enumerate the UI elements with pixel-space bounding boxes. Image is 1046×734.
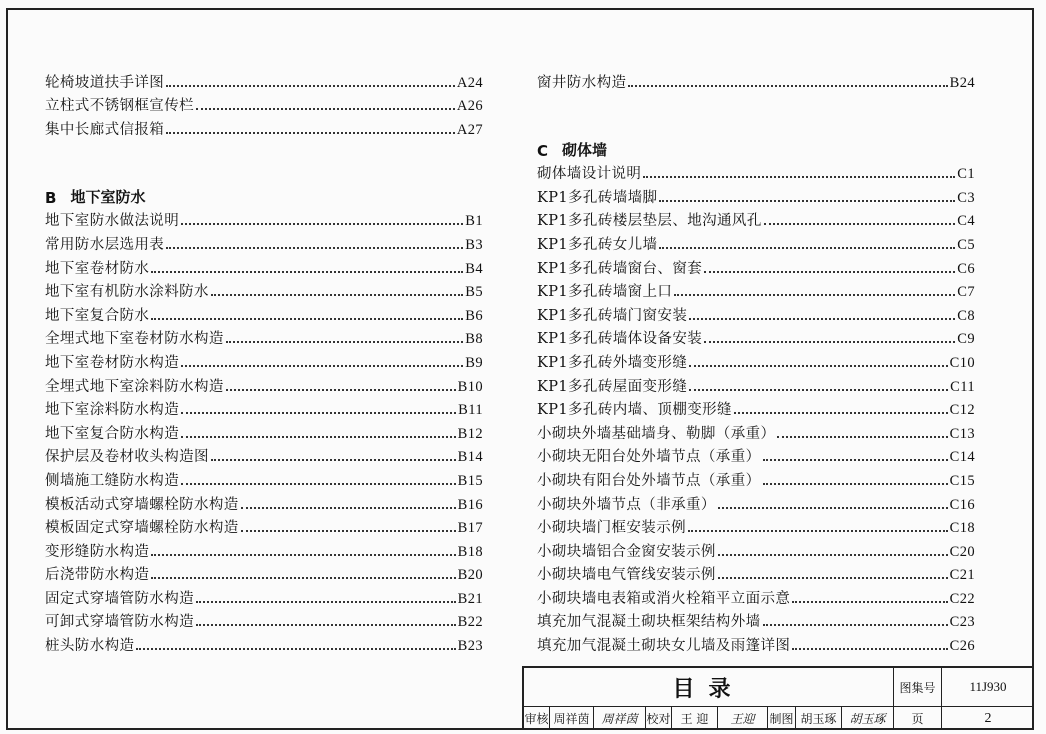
section-heading-c xyxy=(537,136,975,160)
dot-leader xyxy=(763,483,948,485)
toc-entry-page-code: C21 xyxy=(949,567,975,584)
dot-leader xyxy=(151,318,463,320)
dot-leader xyxy=(674,294,955,296)
toc-entry xyxy=(537,396,975,420)
toc-entry-page-code: C7 xyxy=(957,284,975,301)
toc-entry-title: 小砌块墙门框安装示例 xyxy=(537,520,686,537)
toc-entry xyxy=(537,584,975,608)
dot-leader xyxy=(734,412,948,414)
dot-leader xyxy=(764,223,956,225)
toc-entry xyxy=(45,230,483,254)
dot-leader xyxy=(151,271,463,273)
dot-leader xyxy=(718,507,948,509)
toc-entry xyxy=(537,514,975,538)
title-block-title: 目录 xyxy=(524,668,894,706)
dot-leader xyxy=(718,577,948,579)
toc-entry-title: 侧墙施工缝防水构造 xyxy=(45,472,180,489)
toc-entry xyxy=(45,443,483,467)
dot-leader xyxy=(181,365,463,367)
toc-entry xyxy=(537,537,975,561)
toc-entry-page-code: A27 xyxy=(456,121,483,138)
section-title: 地下室防水 xyxy=(70,187,146,206)
toc-entry-page-code: A24 xyxy=(456,74,483,91)
dot-leader xyxy=(226,341,463,343)
toc-entry xyxy=(537,348,975,372)
toc-entry-title: 后浇带防水构造 xyxy=(45,567,150,584)
toc-entry xyxy=(537,443,975,467)
toc-entry-title: 小砌块墙电气管线安装示例 xyxy=(537,567,716,584)
reviewer-name: 周祥茵 xyxy=(550,707,594,730)
dot-leader xyxy=(718,554,948,556)
toc-entry-page-code: C20 xyxy=(949,543,975,560)
toc-entry xyxy=(45,207,483,231)
dot-leader xyxy=(643,176,955,178)
toc-entry-title: 轮椅坡道扶手详图 xyxy=(45,74,165,91)
dot-leader xyxy=(763,624,948,626)
toc-entry xyxy=(45,68,483,92)
toc-entry xyxy=(537,278,975,302)
toc-entry-page-code: C6 xyxy=(957,260,975,277)
toc-entry xyxy=(537,372,975,396)
toc-entry-page-code: B16 xyxy=(457,496,483,513)
toc-entry-page-code: C23 xyxy=(949,614,975,631)
section-letter: C xyxy=(537,141,549,160)
toc-entry-page-code: A26 xyxy=(456,98,483,115)
toc-entry-title: 全埋式地下室卷材防水构造 xyxy=(45,331,224,348)
toc-entry-title: 小砌块墙铝合金窗安装示例 xyxy=(537,543,716,560)
toc-entry xyxy=(45,514,483,538)
toc-entry-page-code: B5 xyxy=(465,284,483,301)
toc-entry-title: 小砌块墙电表箱或消火栓箱平立面示意 xyxy=(537,590,791,607)
toc-entry-title: 填充加气混凝土砌块框架结构外墙 xyxy=(537,614,761,631)
toc-entry-page-code: C3 xyxy=(957,189,975,206)
toc-entry-page-code: B12 xyxy=(457,425,483,442)
toc-entry-page-code: B14 xyxy=(457,449,483,466)
toc-entry xyxy=(537,207,975,231)
toc-entry-page-code: B3 xyxy=(465,236,483,253)
toc-entry-title: 固定式穿墙管防水构造 xyxy=(45,590,194,607)
dot-leader xyxy=(792,648,947,650)
toc-entry-page-code: B18 xyxy=(457,543,483,560)
dot-leader xyxy=(181,436,456,438)
toc-entry-page-code: B17 xyxy=(457,520,483,537)
toc-entry xyxy=(45,372,483,396)
toc-entry-title: 可卸式穿墙管防水构造 xyxy=(45,614,194,631)
toc-entry-title: 桩头防水构造 xyxy=(45,638,135,655)
toc-entry-title: KP1多孔砖内墙、顶棚变形缝 xyxy=(537,402,732,419)
toc-entry xyxy=(45,419,483,443)
toc-entry-page-code: B9 xyxy=(465,354,483,371)
toc-entry-page-code: C14 xyxy=(949,449,975,466)
page-label: 页 xyxy=(894,707,942,730)
toc-entry-page-code: C10 xyxy=(949,354,975,371)
atlas-number-label: 图集号 xyxy=(894,668,942,706)
toc-entry-title: 小砌块外墙节点（非承重） xyxy=(537,496,716,513)
toc-entry-title: KP1多孔砖墙窗台、窗套 xyxy=(537,260,703,277)
section-letter: B xyxy=(45,188,57,207)
dot-leader xyxy=(151,554,455,556)
toc-left-column xyxy=(45,68,483,655)
toc-entry-page-code: C11 xyxy=(950,378,975,395)
toc-entry xyxy=(45,396,483,420)
toc-entry xyxy=(537,631,975,655)
toc-entry xyxy=(45,537,483,561)
check-label: 校对 xyxy=(646,707,672,730)
drafter-signature: 胡玉琢 xyxy=(842,707,894,730)
toc-entry-title: 填充加气混凝土砌块女儿墙及雨篷详图 xyxy=(537,638,791,655)
toc-entry-title: 小砌块无阳台处外墙节点（承重） xyxy=(537,449,761,466)
dot-leader xyxy=(659,200,955,202)
review-label: 审核 xyxy=(524,707,550,730)
toc-entry xyxy=(45,561,483,585)
toc-entry-title: 模板活动式穿墙螺栓防水构造 xyxy=(45,496,239,513)
toc-entry xyxy=(537,68,975,92)
dot-leader xyxy=(211,459,456,461)
reviewer-signature: 周祥茵 xyxy=(594,707,646,730)
title-block xyxy=(522,666,1034,730)
toc-entry xyxy=(45,631,483,655)
dot-leader xyxy=(792,601,947,603)
toc-entry-title: KP1多孔砖墙墙脚 xyxy=(537,189,658,206)
toc-entry-title: 立柱式不锈钢框宣传栏 xyxy=(45,98,194,115)
dot-leader xyxy=(659,247,955,249)
toc-entry-page-code: B10 xyxy=(457,378,483,395)
toc-entry-title: 窗井防水构造 xyxy=(537,74,627,91)
toc-entry xyxy=(45,278,483,302)
toc-entry-page-code: C16 xyxy=(949,496,975,513)
dot-leader xyxy=(211,294,463,296)
draw-label: 制图 xyxy=(768,707,796,730)
toc-entry xyxy=(45,92,483,116)
toc-entry xyxy=(45,348,483,372)
toc-entry xyxy=(537,230,975,254)
toc-entry xyxy=(45,490,483,514)
toc-entry xyxy=(45,301,483,325)
toc-entry-page-code: B11 xyxy=(458,402,483,419)
dot-leader xyxy=(763,459,948,461)
dot-leader xyxy=(704,271,955,273)
toc-entry xyxy=(537,466,975,490)
toc-entry-page-code: B15 xyxy=(457,472,483,489)
drafter-name: 胡玉琢 xyxy=(796,707,842,730)
toc-entry xyxy=(45,254,483,278)
toc-entry xyxy=(45,115,483,139)
toc-entry xyxy=(537,254,975,278)
toc-entry xyxy=(45,584,483,608)
toc-entry-page-code: C1 xyxy=(957,166,975,183)
toc-entry-title: KP1多孔砖屋面变形缝 xyxy=(537,378,688,395)
atlas-number: 11J930 xyxy=(969,679,1007,694)
toc-entry-page-code: C12 xyxy=(949,402,975,419)
dot-leader xyxy=(226,389,456,391)
checker-signature: 王迎 xyxy=(718,707,768,730)
dot-leader xyxy=(181,483,456,485)
toc-entry-title: KP1多孔砖墙门窗安装 xyxy=(537,307,688,324)
toc-entry-page-code: C9 xyxy=(957,331,975,348)
toc-entry xyxy=(45,466,483,490)
toc-right-column xyxy=(537,68,975,655)
toc-entry xyxy=(537,608,975,632)
toc-entry-page-code: C15 xyxy=(949,472,975,489)
toc-entry-page-code: C26 xyxy=(949,638,975,655)
toc-entry-title: KP1多孔砖外墙变形缝 xyxy=(537,354,688,371)
dot-leader xyxy=(689,318,955,320)
dot-leader xyxy=(136,648,455,650)
dot-leader xyxy=(166,85,455,87)
checker-name: 王 迎 xyxy=(672,707,718,730)
toc-entry-page-code: B6 xyxy=(465,307,483,324)
toc-entry-title: 地下室卷材防水构造 xyxy=(45,354,180,371)
toc-entry-title: 全埋式地下室涂料防水构造 xyxy=(45,378,224,395)
dot-leader xyxy=(196,601,456,603)
toc-entry-title: 地下室防水做法说明 xyxy=(45,213,180,230)
toc-entry-title: 变形缝防水构造 xyxy=(45,543,150,560)
toc-entry-title: 小砌块外墙基础墙身、勒脚（承重） xyxy=(537,425,776,442)
toc-entry xyxy=(537,561,975,585)
dot-leader xyxy=(166,132,455,134)
dot-leader xyxy=(241,507,456,509)
toc-entry xyxy=(537,301,975,325)
dot-leader xyxy=(181,412,456,414)
toc-entry-page-code: B21 xyxy=(457,590,483,607)
toc-entry xyxy=(537,490,975,514)
toc-entry-title: 模板固定式穿墙螺栓防水构造 xyxy=(45,520,239,537)
toc-entry-title: 保护层及卷材收头构造图 xyxy=(45,449,209,466)
toc-entry-page-code: B20 xyxy=(457,567,483,584)
dot-leader xyxy=(688,530,948,532)
toc-entry-page-code: B23 xyxy=(457,638,483,655)
toc-entry xyxy=(45,325,483,349)
toc-entry-title: 地下室涂料防水构造 xyxy=(45,402,180,419)
toc-entry-title: KP1多孔砖楼层垫层、地沟通风孔 xyxy=(537,213,762,230)
toc-entry xyxy=(537,325,975,349)
toc-entry-title: 地下室有机防水涂料防水 xyxy=(45,284,209,301)
dot-leader xyxy=(704,341,955,343)
dot-leader xyxy=(166,247,463,249)
dot-leader xyxy=(151,577,455,579)
toc-entry-page-code: C18 xyxy=(949,520,975,537)
toc-entry-title: KP1多孔砖墙窗上口 xyxy=(537,284,673,301)
toc-entry-page-code: B1 xyxy=(465,213,483,230)
dot-leader xyxy=(689,389,948,391)
toc-entry-title: 小砌块有阳台处外墙节点（承重） xyxy=(537,472,761,489)
dot-leader xyxy=(241,530,456,532)
toc-entry-page-code: C22 xyxy=(949,590,975,607)
toc-entry-page-code: C5 xyxy=(957,236,975,253)
section-title: 砌体墙 xyxy=(562,140,608,159)
toc-entry-page-code: B8 xyxy=(465,331,483,348)
toc-entry xyxy=(45,608,483,632)
toc-entry-title: KP1多孔砖女儿墙 xyxy=(537,236,658,253)
toc-entry-title: 砌体墙设计说明 xyxy=(537,166,642,183)
toc-entry-page-code: B22 xyxy=(457,614,483,631)
toc-entry-title: 常用防水层选用表 xyxy=(45,236,165,253)
dot-leader xyxy=(628,85,947,87)
toc-entry xyxy=(537,419,975,443)
toc-entry-page-code: C13 xyxy=(949,425,975,442)
dot-leader xyxy=(181,223,463,225)
section-heading-b xyxy=(45,183,483,207)
toc-entry-title: KP1多孔砖墙体设备安装 xyxy=(537,331,703,348)
toc-entry-title: 地下室复合防水 xyxy=(45,307,150,324)
toc-entry-page-code: C4 xyxy=(957,213,975,230)
dot-leader xyxy=(196,624,456,626)
dot-leader xyxy=(777,436,947,438)
dot-leader xyxy=(689,365,947,367)
page-number: 2 xyxy=(984,710,992,726)
toc-entry xyxy=(537,160,975,184)
toc-entry-title: 地下室复合防水构造 xyxy=(45,425,180,442)
dot-leader xyxy=(196,108,455,110)
toc-entry-page-code: C8 xyxy=(957,307,975,324)
toc-entry-title: 集中长廊式信报箱 xyxy=(45,121,165,138)
toc-entry xyxy=(537,183,975,207)
toc-entry-page-code: B4 xyxy=(465,260,483,277)
toc-entry-page-code: B24 xyxy=(949,74,975,91)
toc-entry-title: 地下室卷材防水 xyxy=(45,260,150,277)
